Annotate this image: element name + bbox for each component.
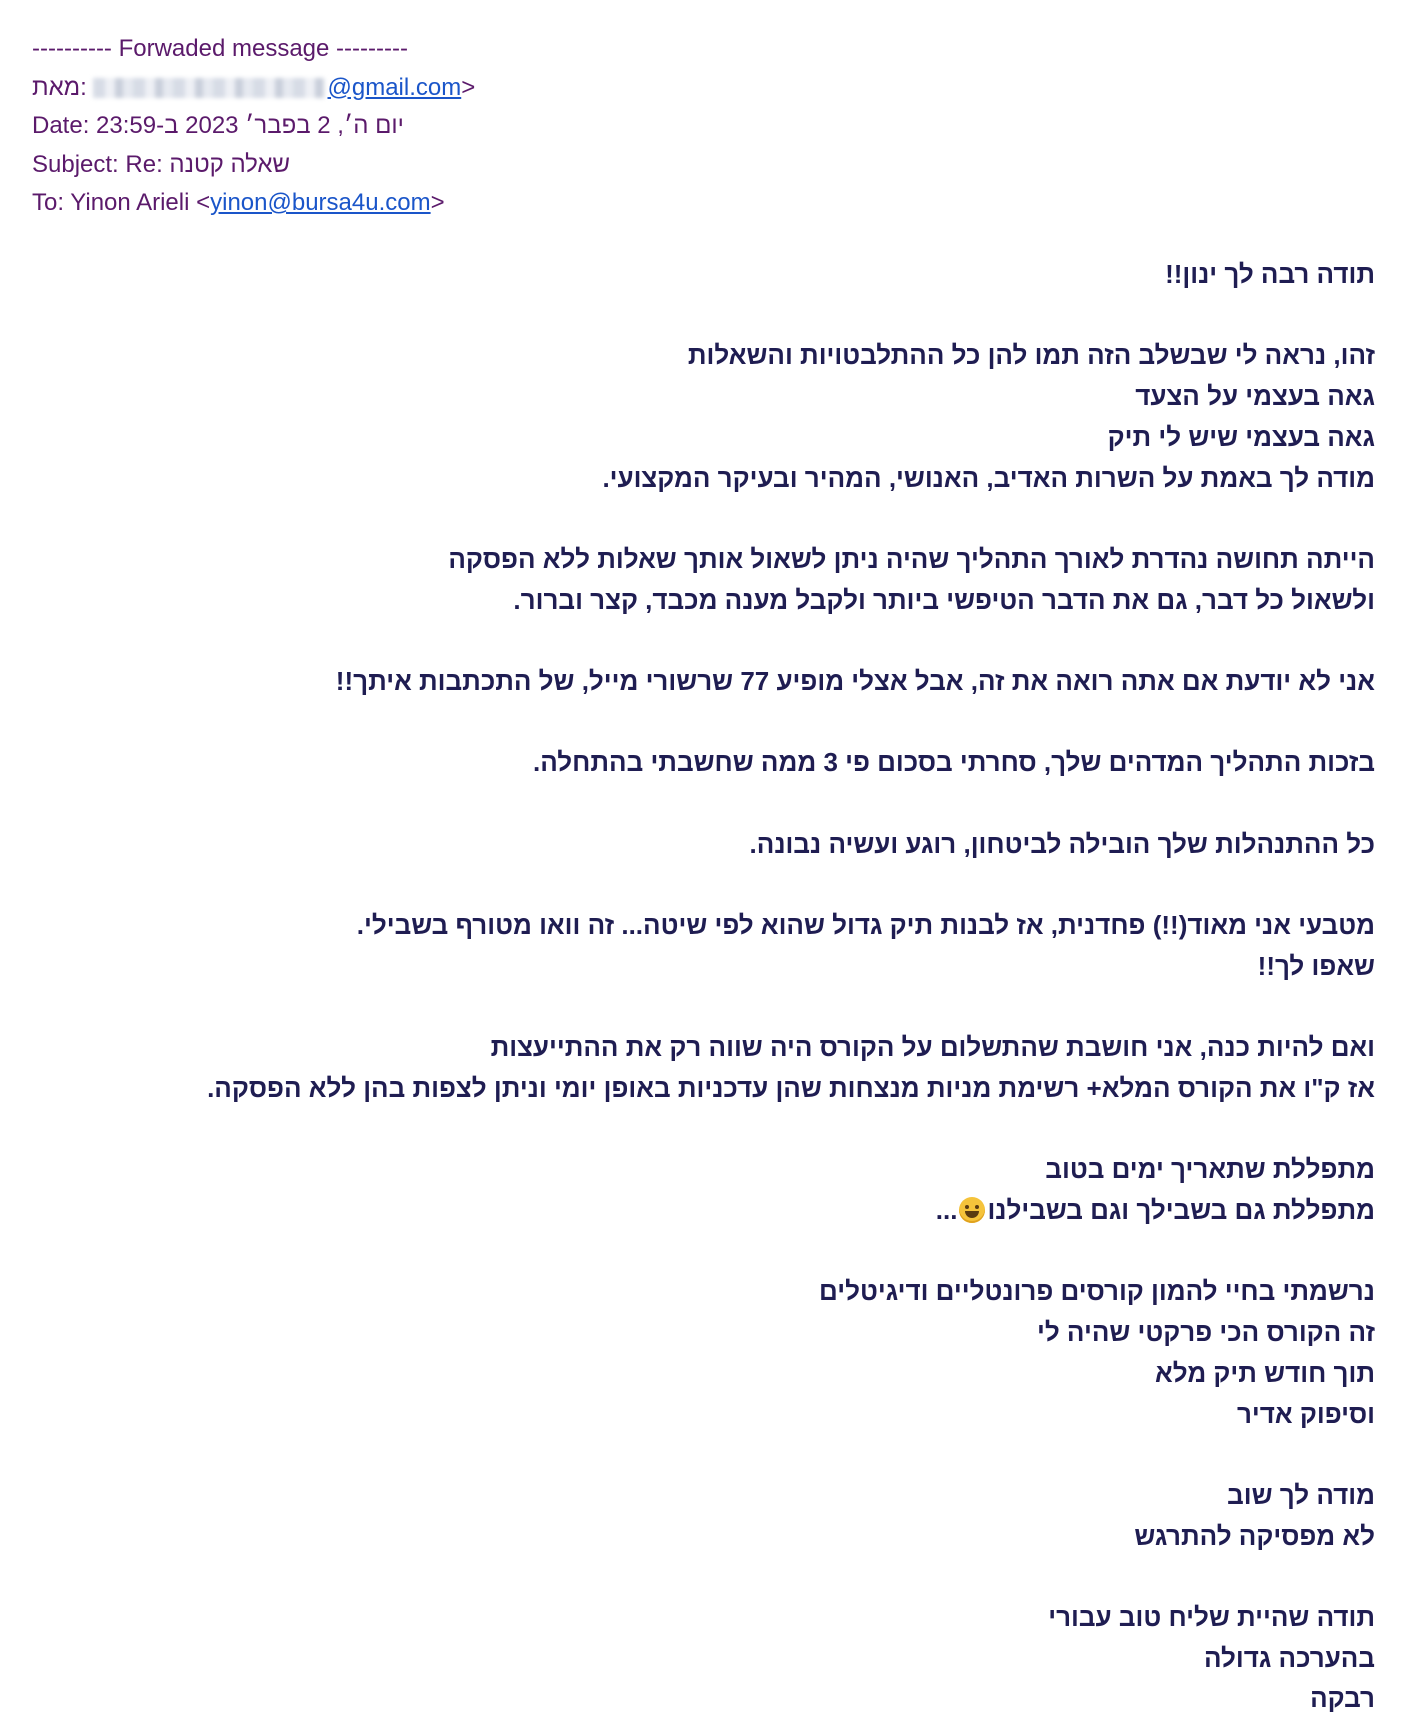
forwarded-header xyxy=(32,30,475,223)
to-email-link[interactable]: yinon@bursa4u.com xyxy=(210,189,431,216)
to-close-bracket: > xyxy=(430,189,445,216)
redacted-sender xyxy=(93,78,325,98)
body-line xyxy=(35,1434,1375,1475)
body-line: זהו, נראה לי שבשלב הזה תמו להן כל ההתלבטויות והשאלות xyxy=(687,340,1375,371)
from-email-link[interactable]: @gmail.com xyxy=(327,73,462,101)
body-line xyxy=(35,1556,1375,1597)
body-line: תודה שהיית שליח טוב עבורי xyxy=(1048,1602,1375,1633)
from-close-bracket: > xyxy=(461,73,476,101)
message-body xyxy=(35,254,1375,1719)
body-line: אז ק"ו את הקורס המלא+ רשימת מניות מנצחות שהן עדכניות באופן יומי וניתן לצפות בהן ללא הפסקה. xyxy=(207,1072,1375,1103)
subject-line xyxy=(32,146,475,185)
body-line: שאפו לך!! xyxy=(1257,950,1375,981)
body-line: מתפללת שתאריך ימים בטוב xyxy=(1045,1154,1375,1185)
signature-name: רבקה xyxy=(1310,1683,1375,1714)
to-line xyxy=(32,184,475,223)
subject-value: שאלה קטנה xyxy=(169,150,291,178)
body-line xyxy=(35,702,1375,743)
body-line: וסיפוק אדיר xyxy=(1236,1398,1375,1429)
body-line xyxy=(35,1231,1375,1272)
body-line: גאה בעצמי שיש לי תיק xyxy=(1107,421,1375,452)
body-line: כל ההתנהלות שלך הובילה לביטחון, רוגע ועשיה נבונה. xyxy=(749,828,1375,859)
grinning-face-emoji-icon xyxy=(959,1197,985,1223)
body-line: ולשאול כל דבר, גם את הדבר הטיפשי ביותר ולקבל מענה מכבד, קצר וברור. xyxy=(513,584,1375,615)
body-line xyxy=(35,783,1375,824)
date-line xyxy=(32,107,475,146)
forwarded-divider: ---------- Forwa​ded message --------- xyxy=(32,35,408,62)
body-line xyxy=(35,1109,1375,1150)
emoji-line-ellipsis: ... xyxy=(935,1195,958,1226)
emoji-line xyxy=(35,1190,1375,1231)
from-label: מאת: xyxy=(32,73,87,101)
body-line: מודה לך באמת על השרות האדיב, האנושי, המהיר ובעיקר המקצועי. xyxy=(602,462,1375,493)
body-line xyxy=(35,498,1375,539)
body-line: תודה רבה לך ינון!! xyxy=(1165,259,1375,289)
body-line xyxy=(35,987,1375,1028)
date-label: Date: xyxy=(32,112,90,139)
to-label: To: Yinon Arieli < xyxy=(32,189,211,216)
body-line xyxy=(35,864,1375,905)
from-line xyxy=(32,69,475,108)
subject-label: Subject: Re: xyxy=(32,150,163,178)
body-line: נרשמתי בחיי להמון קורסים פרונטליים ודיגיטלים xyxy=(819,1276,1375,1307)
body-line: בהערכה גדולה xyxy=(1203,1642,1375,1673)
body-line: מטבעי אני מאוד(!!) פחדנית, אז לבנות תיק גדול שהוא לפי שיטה... זה וואו מטורף בשבילי. xyxy=(356,910,1375,941)
body-line: בזכות התהליך המדהים שלך, סחרתי בסכום פי 3 ממה שחשבתי בהתחלה. xyxy=(533,747,1375,778)
body-line: תוך חודש תיק מלא xyxy=(1154,1357,1375,1388)
date-value: יום ה׳, 2 בפבר׳ 2023 ב-23:59 xyxy=(96,112,404,139)
emoji-line-text: מתפללת גם בשבילך וגם בשבילנו xyxy=(987,1195,1375,1226)
body-line xyxy=(35,295,1375,336)
body-line xyxy=(35,620,1375,661)
body-line: לא מפסיקה להתרגש xyxy=(1134,1520,1375,1551)
body-line: ואם להיות כנה, אני חושבת שהתשלום על הקורס היה שווה רק את ההתייעצות xyxy=(490,1032,1375,1063)
body-line: אני לא יודעת אם אתה רואה את זה, אבל אצלי מופיע 77 שרשורי מייל, של התכתבות איתך!! xyxy=(335,665,1375,696)
body-line: הייתה תחושה נהדרת לאורך התהליך שהיה ניתן לשאול אותך שאלות ללא הפסקה xyxy=(448,543,1375,574)
body-line: זה הקורס הכי פרקטי שהיה לי xyxy=(1036,1317,1375,1348)
body-line: מודה לך שוב xyxy=(1227,1479,1375,1510)
body-line: גאה בעצמי על הצעד xyxy=(1135,381,1375,412)
